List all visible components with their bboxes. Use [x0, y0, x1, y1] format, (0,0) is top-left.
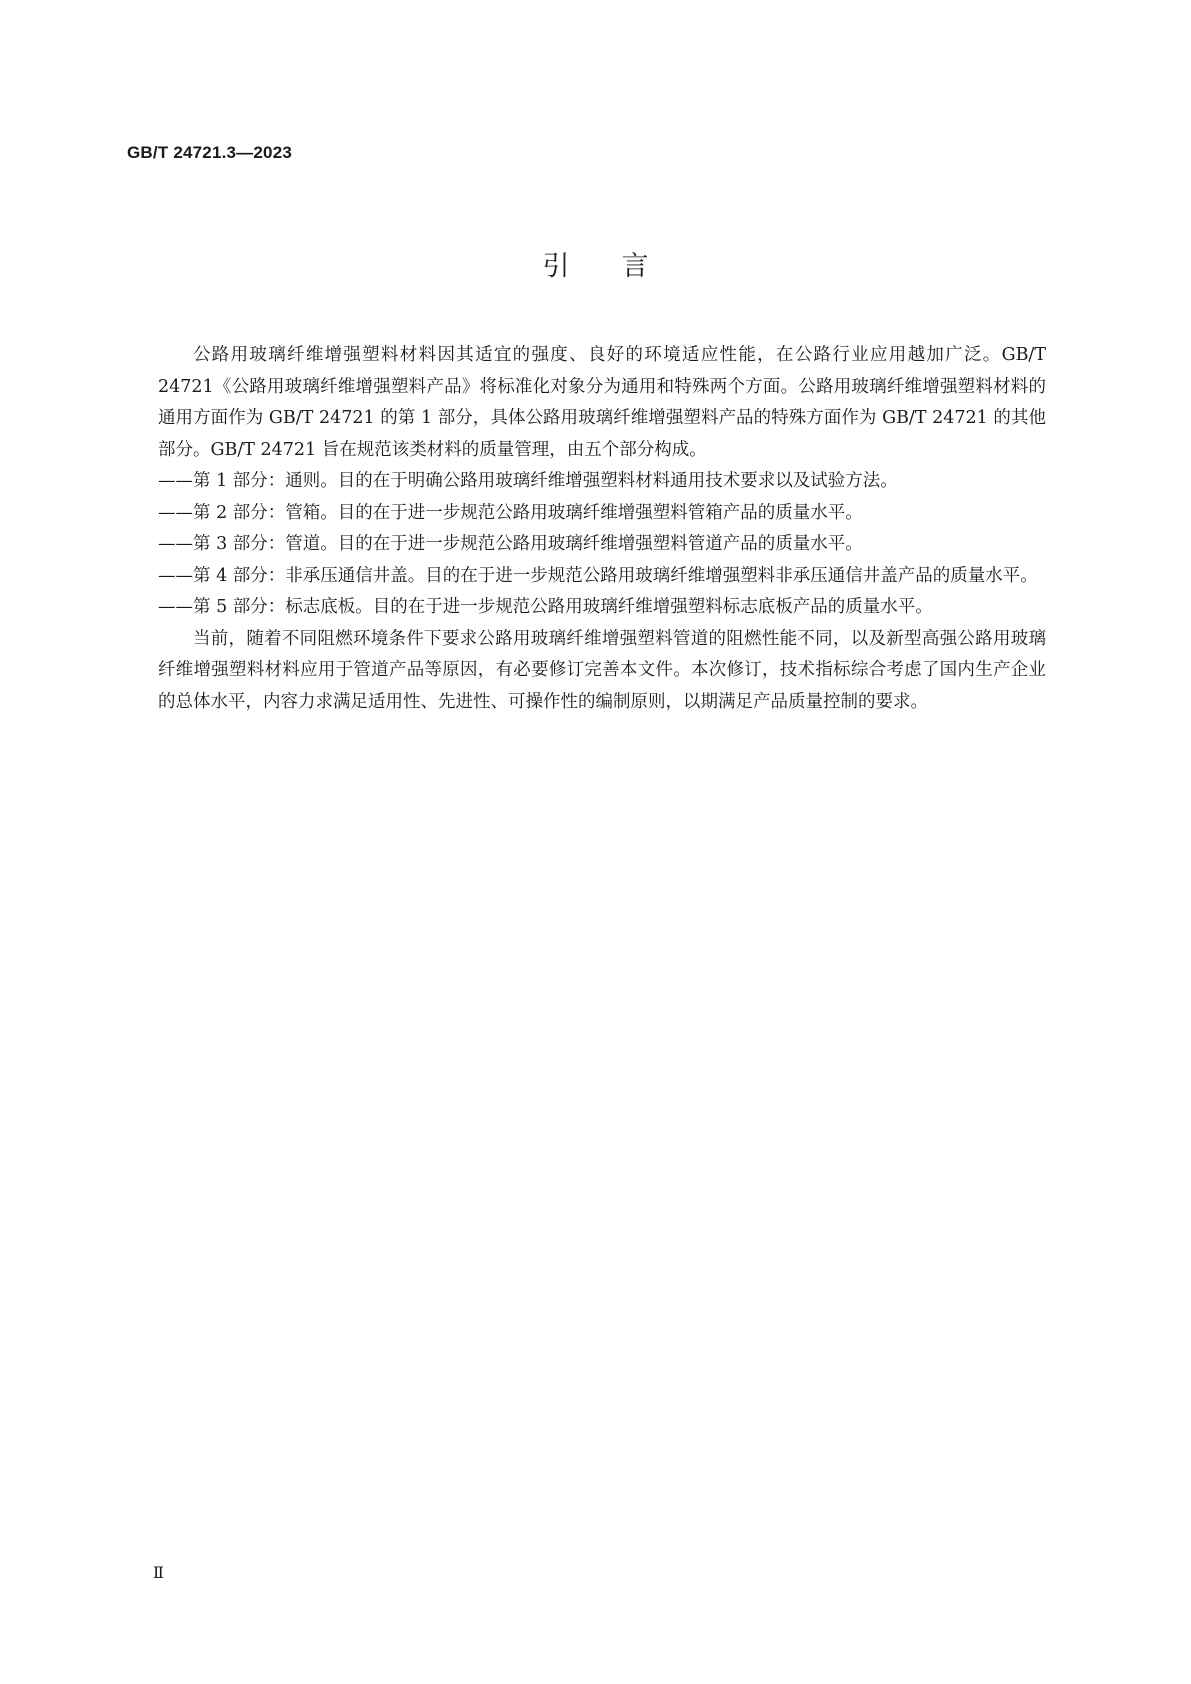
part-list-item-3: ——第 3 部分：管道。目的在于进一步规范公路用玻璃纤维增强塑料管道产品的质量水平。	[158, 534, 863, 554]
part-list-item-1: ——第 1 部分：通则。目的在于明确公路用玻璃纤维增强塑料材料通用技术要求以及试验方法。	[158, 471, 898, 491]
page-number: Ⅱ	[153, 1563, 164, 1582]
part-list-item-4: ——第 4 部分：非承压通信井盖。目的在于进一步规范公路用玻璃纤维增强塑料非承压通信井盖产品的质量水平。	[158, 565, 1038, 586]
closing-paragraph: 当前，随着不同阻燃环境条件下要求公路用玻璃纤维增强塑料管道的阻燃性能不同，以及新型高强公路用玻璃纤维增强塑料材料应用于管道产品等原因，有必要修订完善本文件。本次修订，技术指标综合考虑了国内生产企业的总体水平，内容力求满足适用性、先进性、可操作性的编制原则，以期满足产品质量控制的要求。	[158, 628, 1046, 712]
document-number-header: GB/T 24721.3—2023	[127, 143, 292, 162]
page-title: 引言	[542, 251, 701, 282]
part-list-item-2: ——第 2 部分：管箱。目的在于进一步规范公路用玻璃纤维增强塑料管箱产品的质量水平。	[158, 502, 863, 523]
introduction-body	[158, 340, 1046, 718]
part-list-item-5: ——第 5 部分：标志底板。目的在于进一步规范公路用玻璃纤维增强塑料标志底板产品的质量水平。	[158, 597, 933, 617]
intro-paragraph: 公路用玻璃纤维增强塑料材料因其适宜的强度、良好的环境适应性能，在公路行业应用越加广泛。GB/T 24721《公路用玻璃纤维增强塑料产品》将标准化对象分为通用和特殊两个方面。公路用玻璃纤维增强塑料材料的通用方面作为 GB/T 24721 的第 1 部分，具体公路用玻璃纤维增强塑料产品的特殊方面作为 GB/T 24721 的其他部分。GB/T 24721 旨在规范该类材料的质量管理，由五个部分构成。	[158, 345, 1046, 460]
